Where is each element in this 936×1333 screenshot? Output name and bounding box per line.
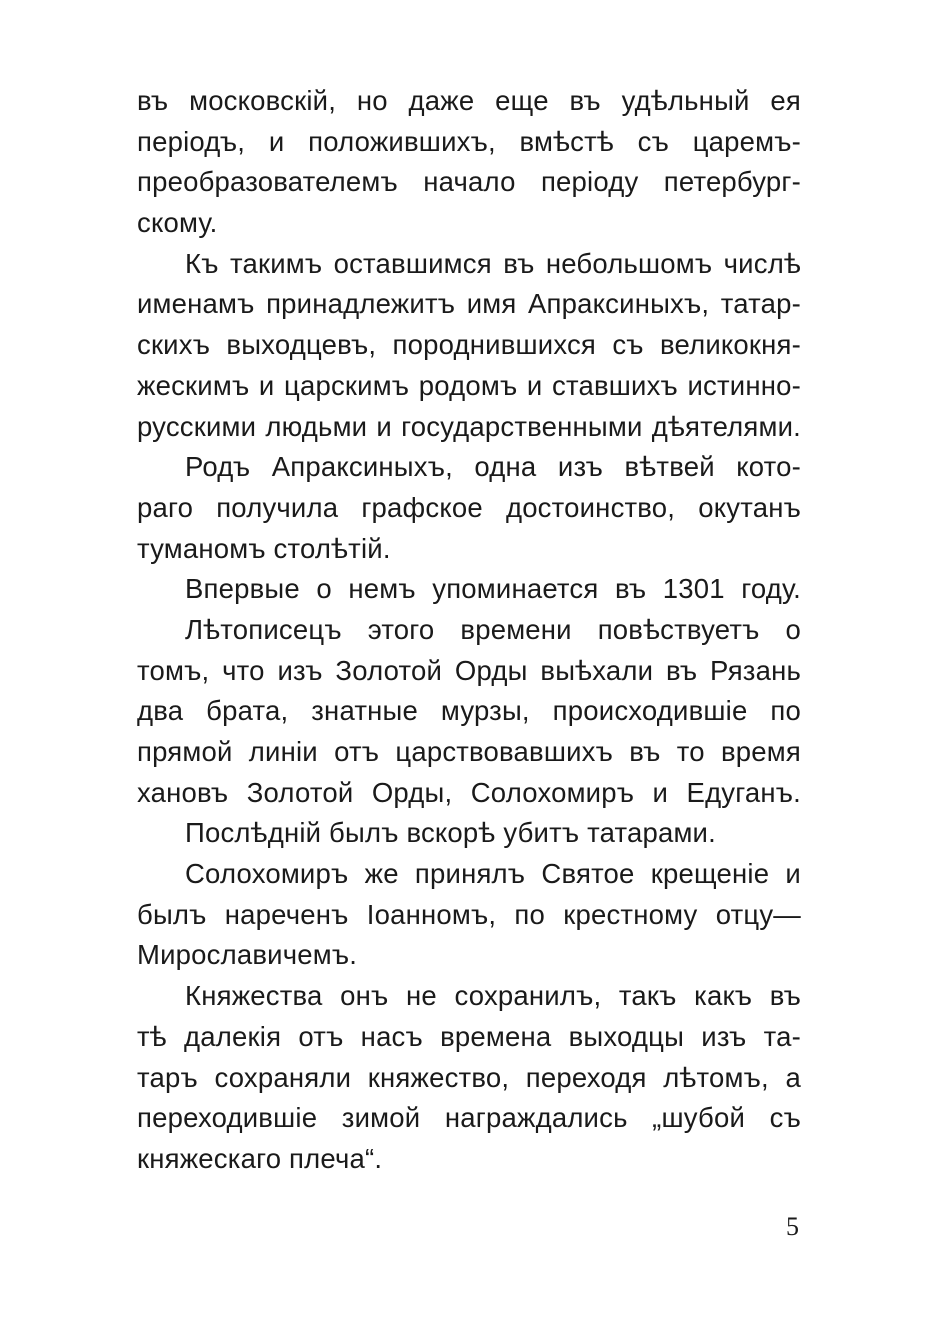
- text-line: таръ сохраняли княжество, переходя лѣтомъ, а: [137, 1061, 801, 1093]
- page-number: 5: [786, 1212, 799, 1241]
- text-line: русскими людьми и государственными дѣятелями.: [137, 410, 801, 442]
- text-line: Родъ Апраксиныхъ, одна изъ вѣтвей кото-: [185, 451, 801, 483]
- text-line: хановъ Золотой Орды, Солохомиръ и Едуганъ.: [137, 776, 801, 808]
- text-line: переходившiе зимой награждались „шубой съ: [137, 1102, 801, 1134]
- text-line: княжескаго плеча“.: [137, 1142, 383, 1174]
- text-line: въ московскiй, но даже еще въ удѣльный ея: [137, 85, 801, 116]
- text-line: перiодъ, и положившихъ, вмѣстѣ съ царемъ-: [137, 125, 801, 157]
- text-line: Лѣтописецъ этого времени повѣствуетъ о: [185, 613, 801, 645]
- text-line: былъ нареченъ Iоанномъ, по крестному отцу—: [137, 898, 801, 930]
- body-text: [137, 81, 801, 1180]
- text-line: Мирославичемъ.: [137, 939, 358, 971]
- text-line: Послѣднiй былъ вскорѣ убитъ татарами.: [185, 817, 716, 849]
- text-line: именамъ принадлежитъ имя Апраксиныхъ, татар-: [137, 288, 801, 320]
- text-line: тѣ далекiя отъ насъ времена выходцы изъ та-: [137, 1020, 801, 1052]
- text-line: Къ такимъ оставшимся въ небольшомъ числѣ: [185, 247, 801, 279]
- text-line: туманомъ столѣтiй.: [137, 532, 391, 564]
- text-line: прямой линiи отъ царствовавшихъ въ то время: [137, 736, 801, 767]
- text-line: томъ, что изъ Золотой Орды выѣхали въ Рязань: [137, 654, 801, 686]
- text-line: раго получила графское достоинство, окутанъ: [137, 491, 801, 523]
- text-line: Солохомиръ же принялъ Святое крещенiе и: [185, 858, 801, 890]
- text-line: Впервые о немъ упоминается въ 1301 году.: [185, 573, 801, 605]
- text-line: Княжества онъ не сохранилъ, такъ какъ въ: [185, 980, 801, 1012]
- text-line: скихъ выходцевъ, породнившихся съ великокня-: [137, 329, 801, 361]
- text-line: скому.: [137, 207, 218, 239]
- text-line: два брата, знатные мурзы, происходившiе по: [137, 695, 801, 727]
- text-line: преобразователемъ начало перiоду петербург-: [137, 166, 801, 198]
- text-line: жескимъ и царскимъ родомъ и ставшихъ истинно-: [137, 369, 801, 401]
